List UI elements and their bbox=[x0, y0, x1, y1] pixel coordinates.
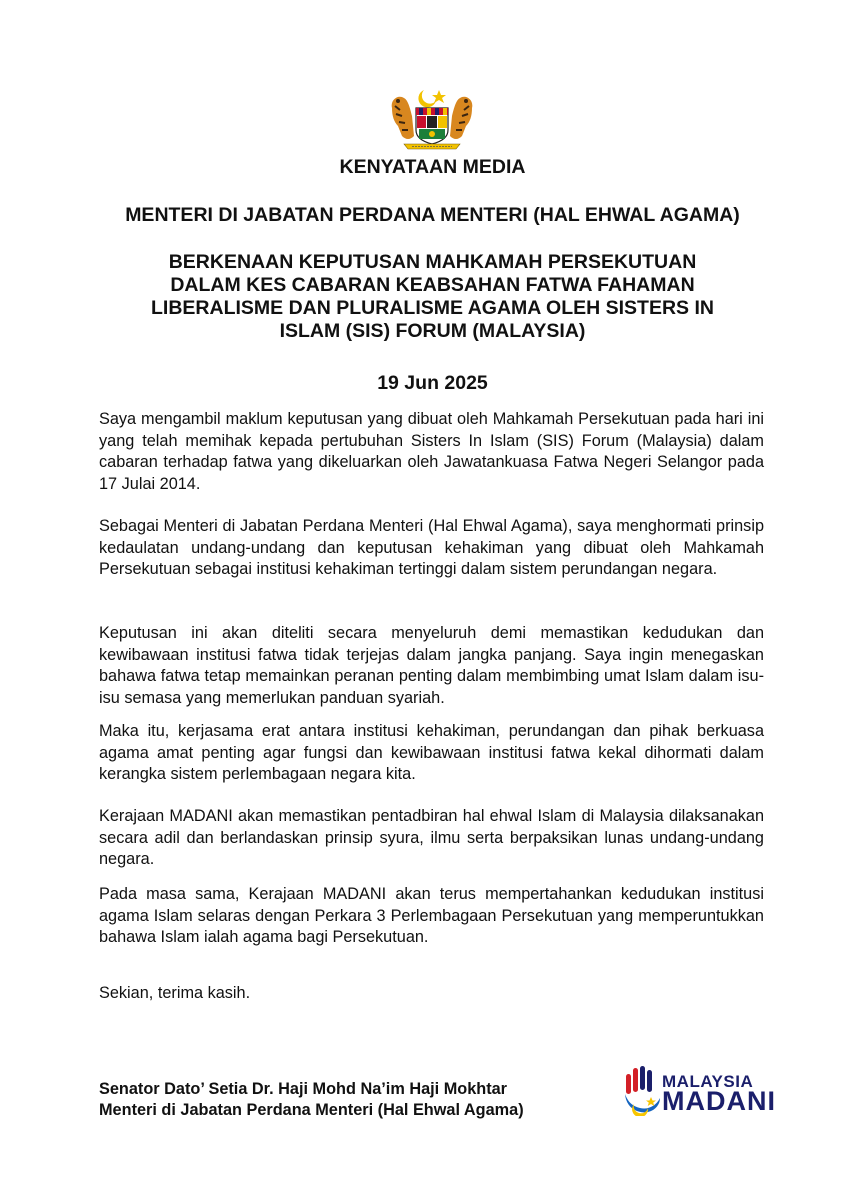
logo-text-malaysia: MALAYSIA bbox=[662, 1072, 754, 1091]
closing-remark: Sekian, terima kasih. bbox=[99, 984, 251, 1002]
body-paragraph: Kerajaan MADANI akan memastikan pentadbiran hal ehwal Islam di Malaysia dilaksanakan secara adil dan berlandaskan prinsip syura, ilmu serta berpaksikan lunas undang-undang negara. bbox=[99, 807, 764, 868]
subject-heading bbox=[90, 251, 775, 343]
malaysia-madani-logo bbox=[622, 1064, 776, 1120]
subject-line: LIBERALISME DAN PLURALISME AGAMA OLEH SISTERS IN bbox=[151, 297, 714, 319]
body-paragraph: Pada masa sama, Kerajaan MADANI akan terus mempertahankan kedudukan institusi agama Islam selaras dengan Perkara 3 Perlembagaan Persekutuan yang memperuntukkan bahawa Islam ialah agama bagi Persekutuan. bbox=[99, 885, 764, 946]
statement-date: 19 Jun 2025 bbox=[377, 372, 488, 394]
signatory-position: Menteri di Jabatan Perdana Menteri (Hal Ehwal Agama) bbox=[99, 1101, 524, 1119]
statement-title: KENYATAAN MEDIA bbox=[339, 156, 526, 178]
subject-line: ISLAM (SIS) FORUM (MALAYSIA) bbox=[279, 320, 586, 342]
body-paragraph: Maka itu, kerjasama erat antara institusi kehakiman, perundangan dan pihak berkuasa agama amat penting agar fungsi dan kewibawaan institusi fatwa kekal dihormati dalam kerangka sistem perlembagaan negara kita. bbox=[99, 722, 764, 783]
logo-text-madani: MADANI bbox=[662, 1086, 776, 1116]
subject-line: DALAM KES CABARAN KEABSAHAN FATWA FAHAMAN bbox=[170, 274, 695, 296]
body-paragraph: Sebagai Menteri di Jabatan Perdana Menteri (Hal Ehwal Agama), saya menghormati prinsip kedaulatan undang-undang dan keputusan kehakiman yang dibuat oleh Mahkamah Persekutuan sebagai institusi kehakiman tertinggi dalam sistem perundangan negara. bbox=[99, 517, 764, 578]
body-paragraph: Saya mengambil maklum keputusan yang dibuat oleh Mahkamah Persekutuan pada hari ini yang telah memihak kepada pertubuhan Sisters In Islam (SIS) Forum (Malaysia) dalam cabaran terhadap fatwa yang dikeluarkan oleh Jawatankuasa Fatwa Negeri Selangor pada 17 Julai 2014. bbox=[99, 410, 764, 493]
body-paragraph: Keputusan ini akan diteliti secara menyeluruh demi memastikan kedudukan dan kewibawaan institusi fatwa tidak terjejas dalam jangka panjang. Saya ingin menegaskan bahawa fatwa tetap memainkan peranan penting dalam membimbing umat Islam dalam isu-isu semasa yang memerlukan panduan syariah. bbox=[99, 624, 764, 707]
minister-office-heading: MENTERI DI JABATAN PERDANA MENTERI (HAL EHWAL AGAMA) bbox=[125, 204, 740, 226]
signature-block bbox=[99, 1079, 524, 1121]
signatory-name: Senator Dato’ Setia Dr. Haji Mohd Na’im Haji Mokhtar bbox=[99, 1080, 508, 1098]
malaysia-coat-of-arms-icon bbox=[386, 86, 478, 152]
malaysia-madani-logo-icon bbox=[622, 1064, 662, 1116]
subject-line: BERKENAAN KEPUTUSAN MAHKAMAH PERSEKUTUAN bbox=[168, 251, 697, 273]
